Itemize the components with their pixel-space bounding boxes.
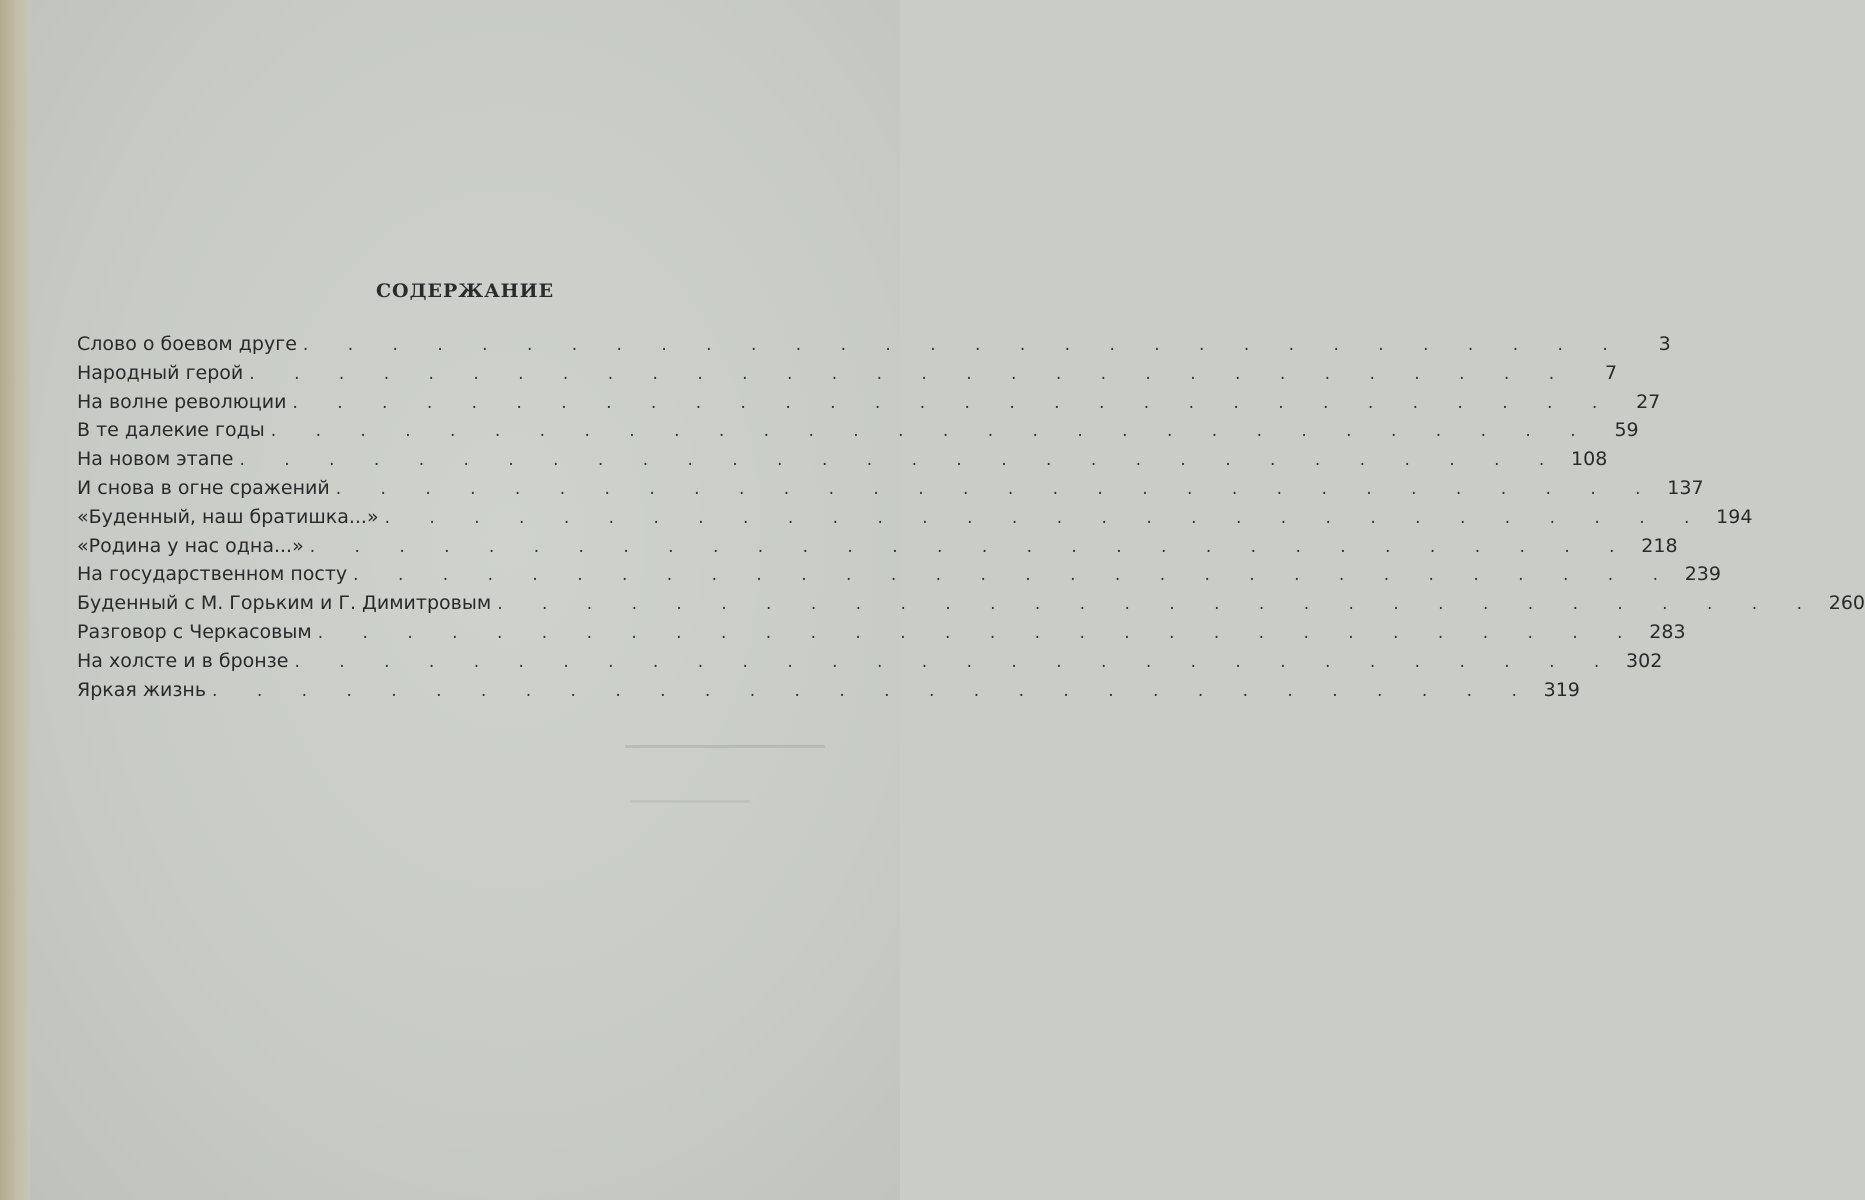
toc-entry-title: И снова в огне сражений [77,476,330,499]
toc-entry-title: Буденный с М. Горьким и Г. Димитровым [77,592,492,615]
print-smudge [630,800,750,803]
table-of-contents [77,330,1865,704]
toc-entry [77,618,1686,647]
toc-entry [77,474,1704,503]
toc-dot-leader: . . . . . . . . . . . . . . . . . . . . . . . . . . . . . . [239,450,1562,471]
toc-entry-title: «Буденный, наш братишка...» [77,505,379,528]
toc-entry-page: 218 [1641,534,1678,557]
toc-entry-page: 260 [1828,592,1865,615]
toc-entry-title: «Родина у нас одна...» [77,534,304,557]
toc-entry-page: 239 [1684,563,1721,586]
toc-entry-page: 283 [1649,620,1686,643]
toc-entry-title: На государственном посту [77,563,348,586]
toc-entry-title: На новом этапе [77,448,234,471]
toc-entry-page: 59 [1614,419,1639,442]
toc-entry [77,676,1580,705]
toc-dot-leader: . . . . . . . . . . . . . . . . . . . . . . . . . . . . . . [317,622,1640,643]
toc-entry-title: Народный герой [77,361,244,384]
toc-dot-leader: . . . . . . . . . . . . . . . . . . . . . . . . . . . . . . [212,680,1534,701]
toc-entry [77,388,1661,417]
toc-entry [77,647,1663,676]
toc-dot-leader: . . . . . . . . . . . . . . . . . . . . . . . . . . . . . . [497,594,1820,615]
toc-entry [77,445,1608,474]
toc-entry-page: 7 [1605,361,1618,384]
toc-entry [77,330,1671,359]
toc-dot-leader: . . . . . . . . . . . . . . . . . . . . . . . . . . . . . . [294,651,1617,672]
toc-entry [77,532,1678,561]
toc-entry-title: Слово о боевом друге [77,333,297,355]
toc-dot-leader: . . . . . . . . . . . . . . . . . . . . . . . . . . . . . . [292,392,1615,413]
toc-dot-leader: . . . . . . . . . . . . . . . . . . . . . . . . . . . . . . [302,335,1625,355]
toc-entry-page: 3 [1658,333,1671,355]
toc-entry-page: 137 [1667,476,1704,499]
toc-entry-page: 319 [1543,678,1580,701]
toc-entry-page: 108 [1571,448,1608,471]
toc-entry-page: 302 [1626,649,1663,672]
toc-entry [77,359,1618,388]
toc-dot-leader: . . . . . . . . . . . . . . . . . . . . . . . . . . . . . . [353,565,1675,586]
toc-entry-title: Разговор с Черкасовым [77,620,312,643]
toc-dot-leader: . . . . . . . . . . . . . . . . . . . . . . . . . . . . . . [335,478,1658,499]
toc-dot-leader: . . . . . . . . . . . . . . . . . . . . . . . . . . . . . . [270,421,1593,442]
toc-entry [77,416,1639,445]
toc-entry-page: 194 [1716,505,1753,528]
toc-entry-title: Яркая жизнь [77,678,207,701]
toc-dot-leader: . . . . . . . . . . . . . . . . . . . . . . . . . . . . . . [249,363,1572,384]
toc-entry [77,560,1721,589]
print-smudge [625,745,825,748]
toc-entry-title: На волне революции [77,390,287,413]
toc-entry-title: На холсте и в бронзе [77,649,289,672]
page-title: СОДЕРЖАНИЕ [375,280,555,302]
toc-entry-title: В те далекие годы [77,419,265,442]
toc-entry-page: 27 [1636,390,1661,413]
toc-dot-leader: . . . . . . . . . . . . . . . . . . . . . . . . . . . . . . [309,536,1632,557]
toc-entry [77,503,1753,532]
toc-dot-leader: . . . . . . . . . . . . . . . . . . . . . . . . . . . . . . [384,507,1707,528]
toc-entry [77,589,1865,618]
